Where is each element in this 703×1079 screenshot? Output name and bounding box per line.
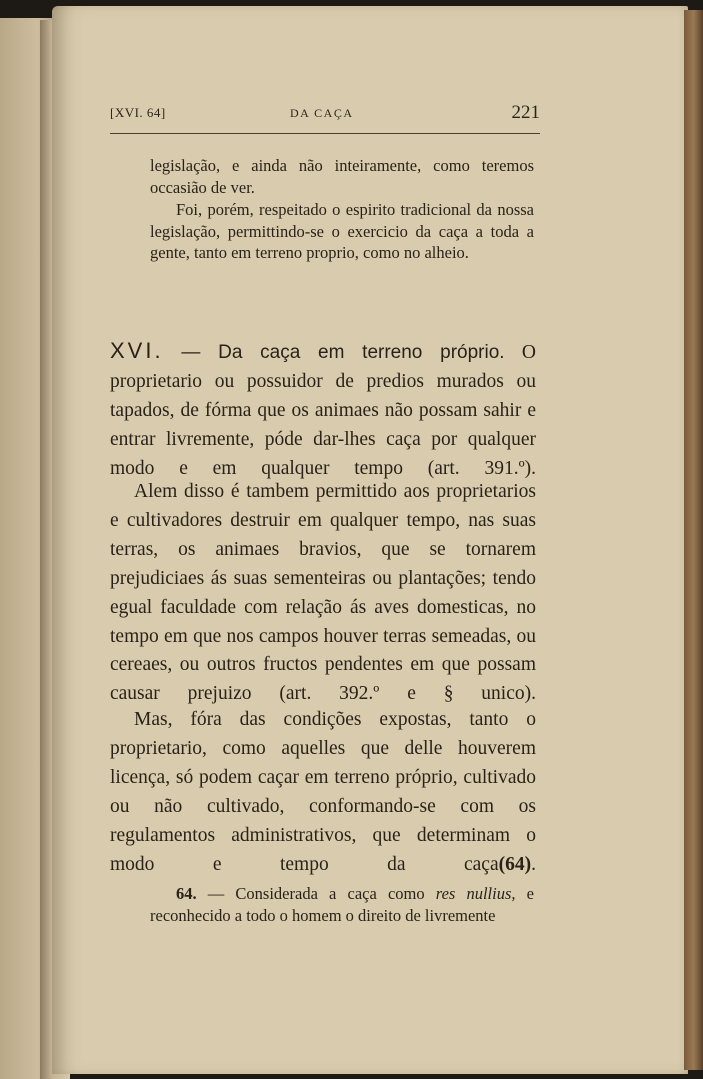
paragraph-conditions-text: Mas, fóra das condições expostas, tanto o proprietario, como aquelles que delle houverem licença, só podem caçar em terreno próprio, cultivado ou não cultivado, conformando-se com os regulamentos administrativos, que determinam o modo e tempo da caça xyxy=(110,709,536,875)
footnote xyxy=(150,883,534,926)
section-first-paragraph xyxy=(110,337,536,484)
paragraph-continuation: legislação, e ainda não inteiramente, como teremos occasião de ver. xyxy=(150,156,534,197)
paragraph-conditions-end: . xyxy=(531,853,536,875)
footnote-lead: — Considerada a caça como xyxy=(196,884,436,903)
section-title: Da caça em terreno próprio. xyxy=(218,342,505,363)
chapter-reference: [XVI. 64] xyxy=(110,105,166,120)
paragraph-tradition: Foi, porém, respeitado o espirito tradicional da nossa legislação, permittindo-se o exercicio da caça a toda a gente, tanto em terreno proprio, como no alheio. xyxy=(150,200,534,263)
footnote-text: e reconhecido a todo o homem o direito de livremente xyxy=(150,884,534,925)
running-header xyxy=(110,102,540,124)
section-body: O proprietario ou possuidor de predios murados ou tapados, de fórma que os animaes não possam sahir e entrar livremente, póde dar-lhes caça por qualquer modo e em qualquer tempo (art. 391.º). xyxy=(110,342,537,479)
section-number: XVI. xyxy=(110,338,164,363)
footnote-latin-term: res nullius, xyxy=(435,884,516,903)
paragraph-destruction: Alem disso é tambem permittido aos proprietarios e cultivadores destruir em qualquer tempo, nas suas terras, os animaes bravios, que se tornarem prejudiciaes ás suas sementeiras ou plantações; tendo egual faculdade com relação ás aves domesticas, no tempo em que nos campos houver terras semeadas, ou cereaes, ou outros fructos pendentes em que possam causar prejuizo (art. 392.º e § unico). xyxy=(110,481,536,705)
paragraph-conditions xyxy=(110,706,536,879)
page-number: 221 xyxy=(511,102,540,123)
footnote-number: 64. xyxy=(176,884,197,903)
section-dash: — xyxy=(163,342,219,363)
footnote-reference: (64) xyxy=(498,853,532,875)
running-title: DA CAÇA xyxy=(290,106,354,120)
page-stack-edge xyxy=(684,10,703,1070)
header-rule xyxy=(110,133,540,134)
